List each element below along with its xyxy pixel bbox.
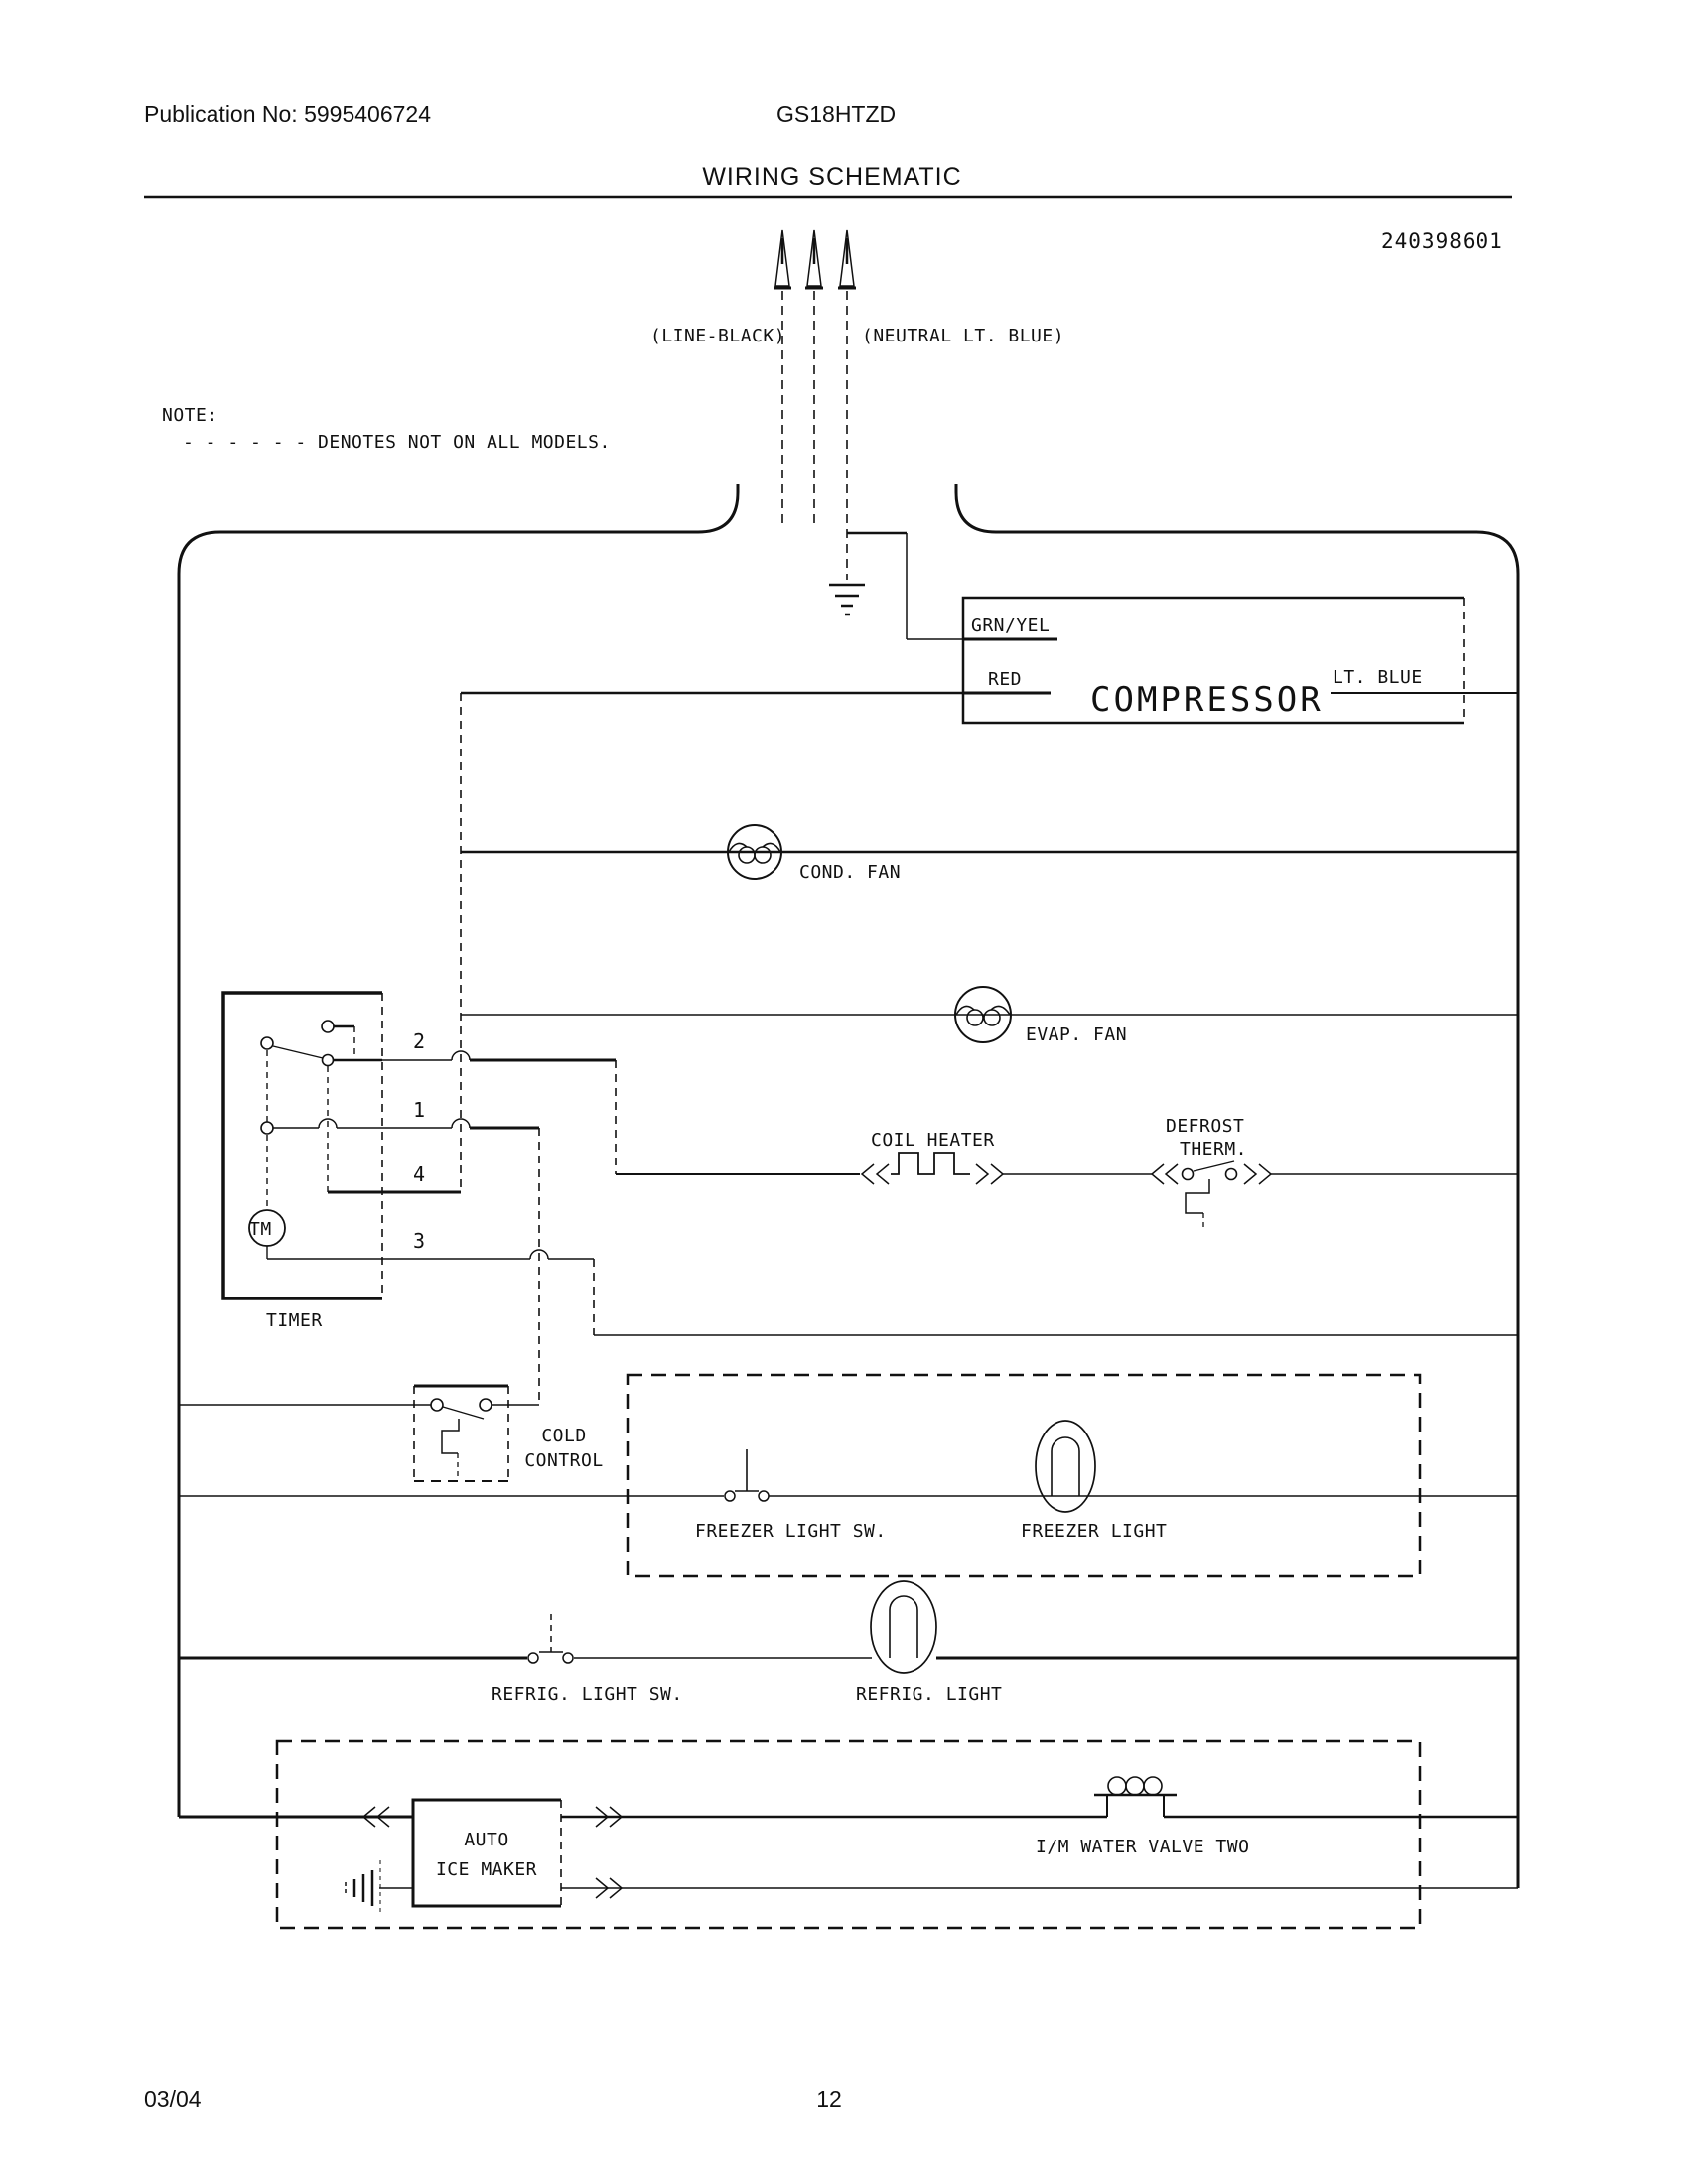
timer-terminal-3: 3 (413, 1229, 426, 1253)
switch-contact (759, 1491, 769, 1501)
switch-contact (1226, 1169, 1237, 1180)
ice-maker-outline (413, 1800, 561, 1906)
connector-chevron-icon (1166, 1164, 1178, 1184)
publication-number: Publication No: 5995406724 (144, 101, 432, 127)
compressor-grn-yel-label: GRN/YEL (971, 615, 1051, 636)
ice-maker-circuit (179, 1777, 1518, 1916)
connector-chevron-icon (1152, 1164, 1164, 1184)
coil-loop (984, 1010, 1000, 1025)
left-rail (179, 484, 738, 1817)
timer-contact (261, 1122, 273, 1134)
valve-coil-loop (1126, 1777, 1144, 1795)
heater-element-icon (891, 1153, 970, 1174)
valve-coil-loop (1108, 1777, 1126, 1795)
supply-arrows (774, 230, 856, 580)
refrig-light-sw-label: REFRIG. LIGHT SW. (492, 1684, 683, 1705)
ground-icon (829, 585, 865, 614)
part-number: 240398601 (1381, 229, 1503, 253)
connector-chevron-icon (862, 1164, 874, 1184)
cold-control (179, 1386, 539, 1481)
compressor-lt-blue-label: LT. BLUE (1333, 667, 1423, 688)
timer-box (223, 993, 382, 1298)
note-heading: NOTE: (162, 405, 218, 426)
lamp-filament (890, 1596, 917, 1610)
cold-control-label-2: CONTROL (524, 1450, 604, 1471)
timer-contact (323, 1055, 334, 1066)
freezer-light-sw-label: FREEZER LIGHT SW. (695, 1521, 887, 1542)
freezer-light-circuit (179, 1421, 1518, 1512)
lamp-filament (1052, 1437, 1079, 1451)
compressor-label: COMPRESSOR (1090, 680, 1324, 720)
coil-loop (755, 847, 771, 863)
evap-fan-label: EVAP. FAN (1026, 1024, 1128, 1045)
refrig-light-label: REFRIG. LIGHT (856, 1684, 1003, 1705)
connector-chevron-icon (1259, 1164, 1271, 1184)
timer-contact (261, 1037, 273, 1049)
lamp-bulb-icon (871, 1581, 936, 1673)
timer-terminal-1: 1 (413, 1098, 426, 1122)
switch-contact (431, 1399, 443, 1411)
connector-chevron-icon (877, 1164, 889, 1184)
defrost-thermostat (1152, 1161, 1518, 1227)
timer-label: TIMER (266, 1310, 323, 1331)
connector-chevron-icon (976, 1164, 988, 1184)
ice-maker-label-2: ICE MAKER (435, 1859, 538, 1880)
evap-fan-motor (461, 987, 1518, 1042)
connector-chevron-icon (991, 1164, 1003, 1184)
cold-control-label-1: COLD (541, 1426, 587, 1446)
model-number: GS18HTZD (776, 101, 897, 127)
thermostat-sensor-bracket (1186, 1179, 1209, 1213)
timer-terminal-2: 2 (413, 1029, 426, 1053)
timer-motor-label: TM (249, 1219, 272, 1240)
ice-maker-optional-box (277, 1741, 1420, 1928)
timer-switch-arm (273, 1046, 323, 1058)
footer-page-number: 12 (816, 2086, 842, 2112)
cond-fan-label: COND. FAN (799, 862, 902, 883)
freezer-light-label: FREEZER LIGHT (1021, 1521, 1168, 1542)
switch-arm (443, 1407, 484, 1419)
switch-contact (563, 1653, 573, 1663)
compressor-red-label: RED (988, 669, 1023, 690)
refrig-light-circuit (179, 1581, 1518, 1673)
neutral-label: (NEUTRAL LT. BLUE) (862, 326, 1065, 346)
ice-maker-ground-icon (346, 1860, 380, 1916)
im-water-valve-label: I/M WATER VALVE TWO (1036, 1837, 1250, 1857)
timer-wires (267, 1051, 1518, 1405)
timer-terminal-4: 4 (413, 1162, 426, 1186)
coil-loop (967, 1010, 983, 1025)
lamp-bulb-icon (1036, 1421, 1095, 1512)
timer-contact (322, 1021, 334, 1032)
connector-chevron-icon (1244, 1164, 1256, 1184)
coil-loop (739, 847, 755, 863)
coil-heater-label: COIL HEATER (871, 1130, 995, 1151)
note-text: - - - - - - DENOTES NOT ON ALL MODELS. (183, 432, 611, 453)
ice-maker-label-1: AUTO (464, 1830, 509, 1850)
defrost-therm-label-1: DEFROST (1166, 1116, 1245, 1137)
switch-contact (528, 1653, 538, 1663)
cond-fan-motor (461, 825, 1518, 879)
control-sensor-bracket (442, 1419, 459, 1453)
valve-coil-loop (1144, 1777, 1162, 1795)
defrost-therm-label-2: THERM. (1180, 1139, 1248, 1160)
timer-outline (223, 993, 382, 1298)
switch-contact (725, 1491, 735, 1501)
line-black-label: (LINE-BLACK) (650, 326, 786, 346)
coil-heater (616, 1153, 1152, 1184)
page-title: WIRING SCHEMATIC (702, 163, 962, 191)
switch-contact (1183, 1169, 1194, 1180)
switch-contact (480, 1399, 492, 1411)
footer-date: 03/04 (144, 2086, 202, 2112)
